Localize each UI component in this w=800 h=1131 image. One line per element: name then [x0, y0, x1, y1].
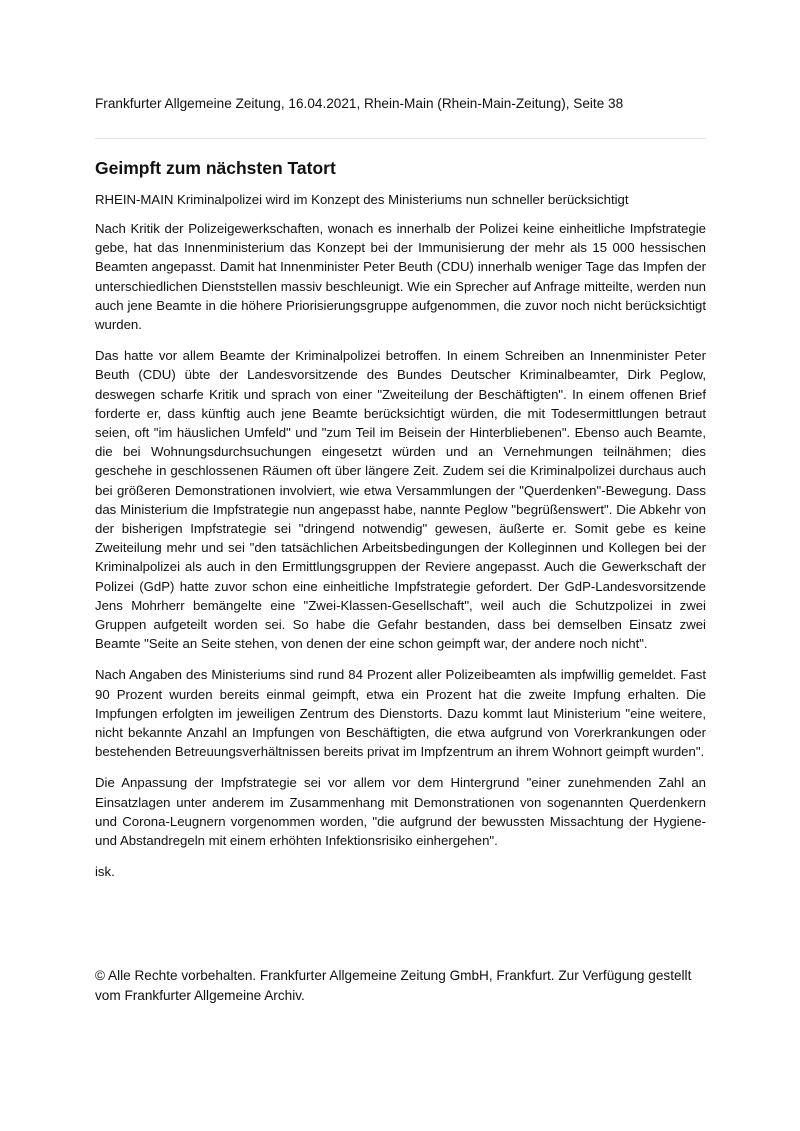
article-paragraph: Das hatte vor allem Beamte der Kriminalpolizei betroffen. In einem Schreiben an Innenminister Peter Beuth (CDU) übte der Landesvorsitzende des Bundes Deutscher Kriminalbeamter, Dirk Peglow, deswegen scharfe Kritik und sprach von einer "Zweiteilung der Beschäftigten". In einem offenen Brief forderte er, dass künftig auch jene Beamte berücksichtigt würden, die mit Todesermittlungen betraut seien, oft "im häuslichen Umfeld" und "zum Teil im Beisein der Hinterbliebenen". Ebenso auch Beamte, die bei Wohnungsdurchsuchungen eingesetzt würden und an Vernehmungen teilnähmen; dies geschehe in geschlossenen Räumen oft über längere Zeit. Zudem sei die Kriminalpolizei durchaus auch bei größeren Demonstrationen involviert, wie etwa Versammlungen der "Querdenken"-Bewegung. Dass das Ministerium die Impfstrategie nun angepasst habe, nannte Peglow "begrüßenswert". Die Abkehr von der bisherigen Impfstrategie sei "dringend notwendig" gewesen, äußerte er. Somit gebe es keine Zweiteilung mehr und sei "den tatsächlichen Arbeitsbedingungen der Kolleginnen und Kollegen bei der Kriminalpolizei als auch in den Ermittlungsgruppen der Reviere angepasst. Auch die Gewerkschaft der Polizei (GdP) hatte zuvor schon eine einheitliche Impfstrategie gefordert. Der GdP-Landesvorsitzende Jens Mohrherr bemängelte eine "Zwei-Klassen-Gesellschaft", weil auch die Schutzpolizei in zwei Gruppen aufgeteilt worden sei. So habe die Gefahr bestanden, dass bei demselben Einsatz zwei Beamte "Seite an Seite stehen, von denen der eine schon geimpft war, der andere noch nicht".: [95, 348, 706, 652]
article-paragraph: Die Anpassung der Impfstrategie sei vor allem vor dem Hintergrund "einer zunehmenden Zahl an Einsatzlagen unter anderem im Zusammenhang mit Demonstrationen von sogenannten Querdenkern und Corona-Leugnern vorgenommen worden, "die aufgrund der bewussten Missachtung der Hygiene- und Abstandregeln mit einem erhöhten Infektionsrisiko einhergehen".: [95, 775, 706, 849]
source-line: Frankfurter Allgemeine Zeitung, 16.04.2021, Rhein-Main (Rhein-Main-Zeitung), Seite 38: [95, 96, 624, 111]
copyright-notice: © Alle Rechte vorbehalten. Frankfurter Allgemeine Zeitung GmbH, Frankfurt. Zur Verfügung gestellt vom Frankfurter Allgemeine Archiv.: [95, 968, 692, 1003]
article-title: Geimpft zum nächsten Tatort: [95, 158, 336, 178]
article-paragraph: Nach Kritik der Polizeigewerkschaften, wonach es innerhalb der Polizei keine einheitliche Impfstrategie gebe, hat das Innenministerium das Konzept bei der Immunisierung der mehr als 15 000 hessischen Beamten angepasst. Damit hat Innenminister Peter Beuth (CDU) innerhalb weniger Tage das Impfen der unterschiedlichen Dienststellen massiv beschleunigt. Wie ein Sprecher auf Anfrage mitteilte, werden nun auch jene Beamte in die höhere Priorisierungsgruppe aufgenommen, die zuvor noch nicht berücksichtigt wurden.: [95, 221, 706, 333]
header-divider: [95, 138, 706, 139]
article-author: isk.: [95, 864, 115, 880]
article-subtitle: RHEIN-MAIN Kriminalpolizei wird im Konzept des Ministeriums nun schneller berücksichtigt: [95, 192, 629, 207]
article-body: [95, 219, 706, 894]
article-paragraph: Nach Angaben des Ministeriums sind rund 84 Prozent aller Polizeibeamten als impfwillig gemeldet. Fast 90 Prozent wurden bereits einmal geimpft, etwa ein Prozent hat die zweite Impfung erhalten. Die Impfungen erfolgten im jeweiligen Zentrum des Dienstorts. Dazu kommt laut Ministerium "eine weitere, nicht bekannte Anzahl an Impfungen von Beschäftigten, die etwa aufgrund von Vorerkrankungen oder bestehenden Betreuungsverhältnissen bereits privat im Impfzentrum an ihrem Wohnort geimpft wurden".: [95, 667, 706, 760]
